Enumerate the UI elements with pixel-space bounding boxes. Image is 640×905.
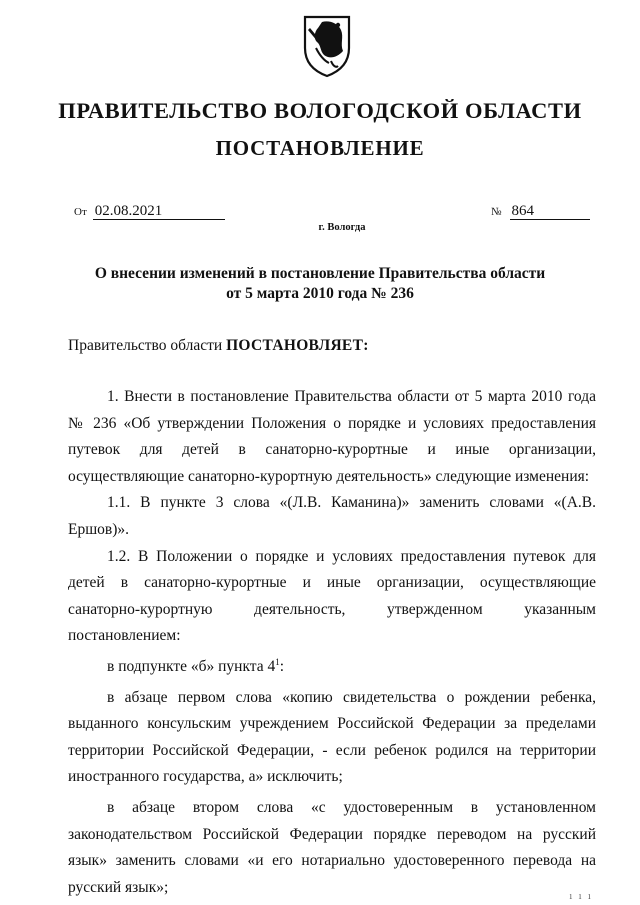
preamble-text: Правительство области [68,337,227,354]
subject-line-2: от 5 марта 2010 года № 236 [226,285,414,302]
number-label: № [491,206,502,218]
preamble [68,337,369,355]
subclause-colon: : [279,657,285,675]
document-number: 864 [510,204,590,220]
paragraph-second-abzac: в абзаце втором слова «с удостоверенным в установленном законодательством Российской Федерации порядке переводом на русский язык» заменить словами «и его нотариально удостоверенного перевода на русский язык»; [68,798,596,896]
paragraph-first-abzac: в абзаце первом слова «копию свидетельства о рождении ребенка, выданного консульским учреждением Российской Федерации за пределами территории Российской Федерации, - если ребенок родился на территории иностранного государства, а» исключить; [68,688,596,786]
date-field [74,203,225,220]
paragraph-1: 1. Внести в постановление Правительства области от 5 марта 2010 года № 236 «Об утверждении Положения о порядке и условиях предоставления путевок для детей в санаторно-курортные и иные организации, осуществляющие санаторно-курортную деятельность» следующие изменения: [68,388,596,485]
government-name: ПРАВИТЕЛЬСТВО ВОЛОГОДСКОЙ ОБЛАСТИ [58,98,582,123]
page-corner-mark: 1 1 1 [569,893,593,901]
document-type: ПОСТАНОВЛЕНИЕ [215,136,425,160]
city-name: г. Вологда [318,222,366,233]
subclause-superscript: 1 [275,656,280,667]
date-label: От [74,206,87,218]
number-field [491,203,590,220]
paragraph-subclause [68,654,596,681]
paragraph-1-1: 1.1. В пункте 3 слова «(Л.В. Каманина)» заменить словами «(А.В. Ершов)». [68,494,596,538]
subclause-text: в подпункте «б» пункта 4 [107,657,276,675]
subject-line-1: О внесении изменений в постановление Правительства области [94,265,546,282]
document-body [68,384,596,901]
document-date: 02.08.2021 [93,204,225,220]
document-subject [0,264,640,304]
paragraph-1-2: 1.2. В Положении о порядке и условиях предоставления путевок для детей в санаторно-курортные и иные организации, осуществляющие санаторно-курортную деятельность, утвержденном указанным постановлением: [68,547,596,645]
preamble-decree: ПОСТАНОВЛЯЕТ: [226,337,369,354]
vologda-coat-of-arms-icon [302,14,352,78]
